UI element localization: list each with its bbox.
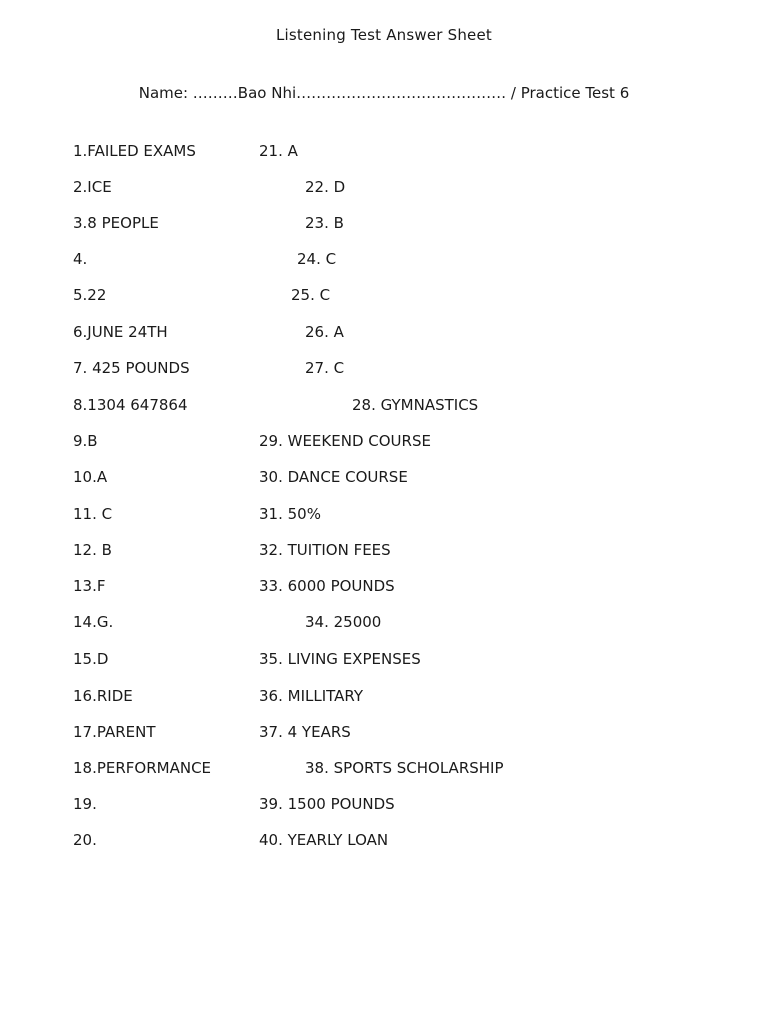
answer-34: 34. 25000 bbox=[305, 613, 382, 631]
answer-39: 39. 1500 POUNDS bbox=[259, 795, 395, 813]
answer-5: 5.22 bbox=[73, 286, 107, 304]
answer-29: 29. WEEKEND COURSE bbox=[259, 432, 431, 450]
answer-16: 16.RIDE bbox=[73, 687, 133, 705]
name-and-test-line: Name: ………Bao Nhi…………………………………… / Practice Test 6 bbox=[138, 84, 630, 102]
answer-1: 1.FAILED EXAMS bbox=[73, 142, 196, 160]
answer-30: 30. DANCE COURSE bbox=[259, 468, 408, 486]
answer-21: 21. A bbox=[259, 142, 298, 160]
page-title: Listening Test Answer Sheet bbox=[275, 26, 492, 44]
answer-31: 31. 50% bbox=[259, 505, 321, 523]
answer-17: 17.PARENT bbox=[73, 723, 156, 741]
answer-25: 25. C bbox=[291, 286, 331, 304]
answer-12: 12. B bbox=[73, 541, 112, 559]
answer-9: 9.B bbox=[73, 432, 98, 450]
answer-35: 35. LIVING EXPENSES bbox=[259, 650, 421, 668]
answer-40: 40. YEARLY LOAN bbox=[259, 831, 389, 849]
answer-38: 38. SPORTS SCHOLARSHIP bbox=[305, 759, 504, 777]
answer-32: 32. TUITION FEES bbox=[259, 541, 391, 559]
answer-2: 2.ICE bbox=[73, 178, 112, 196]
answer-4: 4. bbox=[73, 250, 88, 268]
answer-20: 20. bbox=[73, 831, 97, 849]
answer-23: 23. B bbox=[305, 214, 344, 232]
answer-8: 8.1304 647864 bbox=[73, 396, 188, 414]
answer-26: 26. A bbox=[305, 323, 344, 341]
answer-7: 7. 425 POUNDS bbox=[73, 359, 190, 377]
answer-37: 37. 4 YEARS bbox=[259, 723, 351, 741]
answer-18: 18.PERFORMANCE bbox=[73, 759, 212, 777]
answer-6: 6.JUNE 24TH bbox=[73, 323, 168, 341]
answer-19: 19. bbox=[73, 795, 97, 813]
answer-22: 22. D bbox=[305, 178, 346, 196]
answer-11: 11. C bbox=[73, 505, 113, 523]
answer-3: 3.8 PEOPLE bbox=[73, 214, 159, 232]
answer-13: 13.F bbox=[73, 577, 106, 595]
answer-27: 27. C bbox=[305, 359, 345, 377]
answer-28: 28. GYMNASTICS bbox=[352, 396, 479, 414]
answer-14: 14.G. bbox=[73, 613, 114, 631]
answer-15: 15.D bbox=[73, 650, 109, 668]
answer-33: 33. 6000 POUNDS bbox=[259, 577, 395, 595]
answer-36: 36. MILLITARY bbox=[259, 687, 364, 705]
answer-10: 10.A bbox=[73, 468, 108, 486]
answer-24: 24. C bbox=[297, 250, 337, 268]
